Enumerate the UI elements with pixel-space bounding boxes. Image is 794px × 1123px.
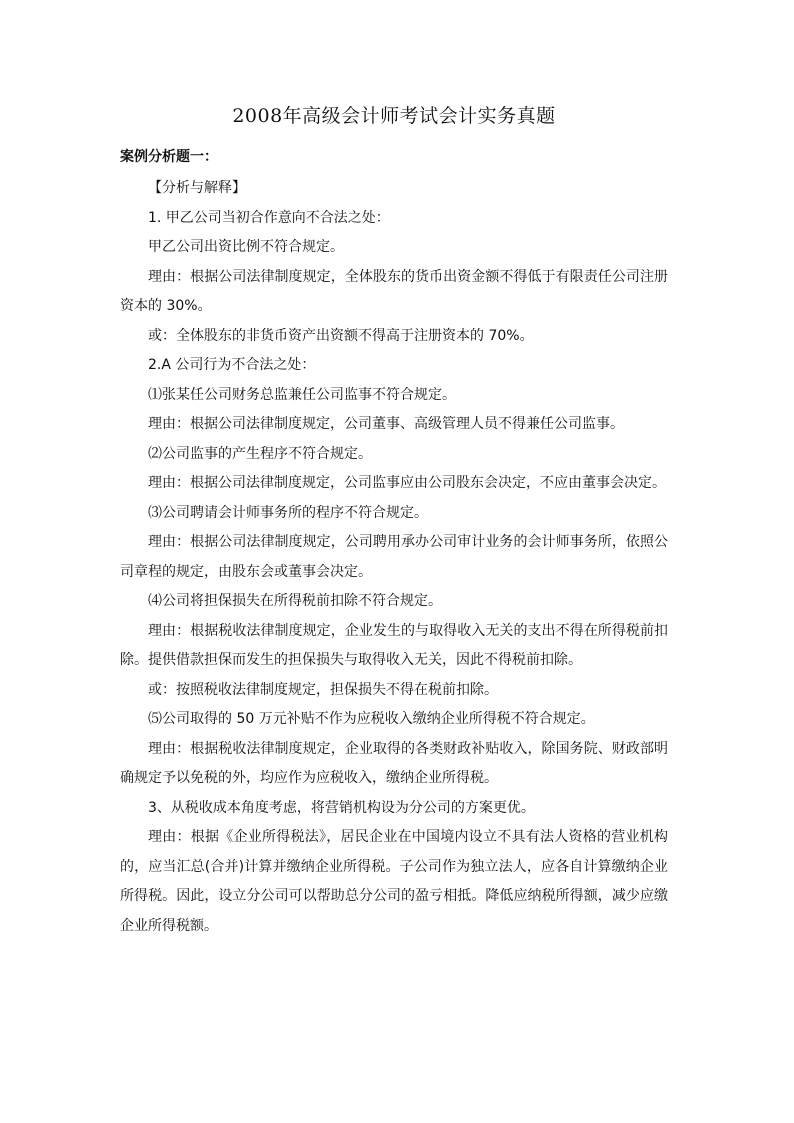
document-body [120, 174, 668, 941]
paragraph: 理由：根据公司法律制度规定，公司监事应由公司股东会决定，不应由董事会决定。 [148, 475, 666, 491]
paragraph: 理由：根据公司法律制度规定，全体股东的货币出资金额不得低于有限责任公司注册资本的 30%。 [120, 268, 668, 314]
paragraph: ⑶公司聘请会计师事务所的程序不符合规定。 [148, 504, 428, 521]
paragraph: 1. 甲乙公司当初合作意向不合法之处： [148, 209, 390, 226]
paragraph: ⑸公司取得的 50 万元补贴不作为应税收入缴纳企业所得税不符合规定。 [148, 711, 595, 727]
section-heading: 案例分析题一： [120, 149, 218, 165]
paragraph: 理由：根据税收法律制度规定，企业发生的与取得收入无关的支出不得在所得税前扣除。提供借款担保而发生的担保损失与取得收入无关，因此不得税前扣除。 [120, 622, 668, 668]
paragraph: 理由：根据税收法律制度规定，企业取得的各类财政补贴收入，除国务院、财政部明确规定予以免税的外，均应作为应税收入，缴纳企业所得税。 [120, 740, 668, 786]
paragraph: ⑷公司将担保损失在所得税前扣除不符合规定。 [148, 593, 442, 609]
paragraph: ⑴张某任公司财务总监兼任公司监事不符合规定。 [148, 386, 456, 403]
paragraph: 【分析与解释】 [148, 180, 246, 196]
document-page [120, 100, 668, 941]
paragraph: 理由：根据公司法律制度规定，公司聘用承办公司审计业务的会计师事务所，依照公司章程的规定，由股东会或董事会决定。 [120, 534, 668, 580]
paragraph: 3、从税收成本角度考虑，将营销机构设为分公司的方案更优。 [148, 799, 535, 816]
paragraph: 理由：根据《企业所得税法》，居民企业在中国境内设立不具有法人资格的营业机构的，应当汇总(合并)计算并缴纳企业所得税。子公司作为独立法人，应各自计算缴纳企业所得税。因此，设立分公司可以帮助总分公司的盈亏相抵。降低应纳税所得额，减少应缴企业所得税额。 [120, 829, 668, 934]
paragraph: 2.A 公司行为不合法之处： [148, 357, 316, 373]
paragraph: 或：按照税收法律制度规定，担保损失不得在税前扣除。 [148, 681, 498, 698]
document-title: 2008年高级会计师考试会计实务真题 [232, 105, 556, 127]
paragraph: 甲乙公司出资比例不符合规定。 [148, 239, 344, 255]
paragraph: 或：全体股东的非货币资产出资额不得高于注册资本的 70%。 [148, 327, 534, 344]
paragraph: ⑵公司监事的产生程序不符合规定。 [148, 445, 372, 462]
paragraph: 理由：根据公司法律制度规定，公司董事、高级管理人员不得兼任公司监事。 [148, 416, 624, 432]
